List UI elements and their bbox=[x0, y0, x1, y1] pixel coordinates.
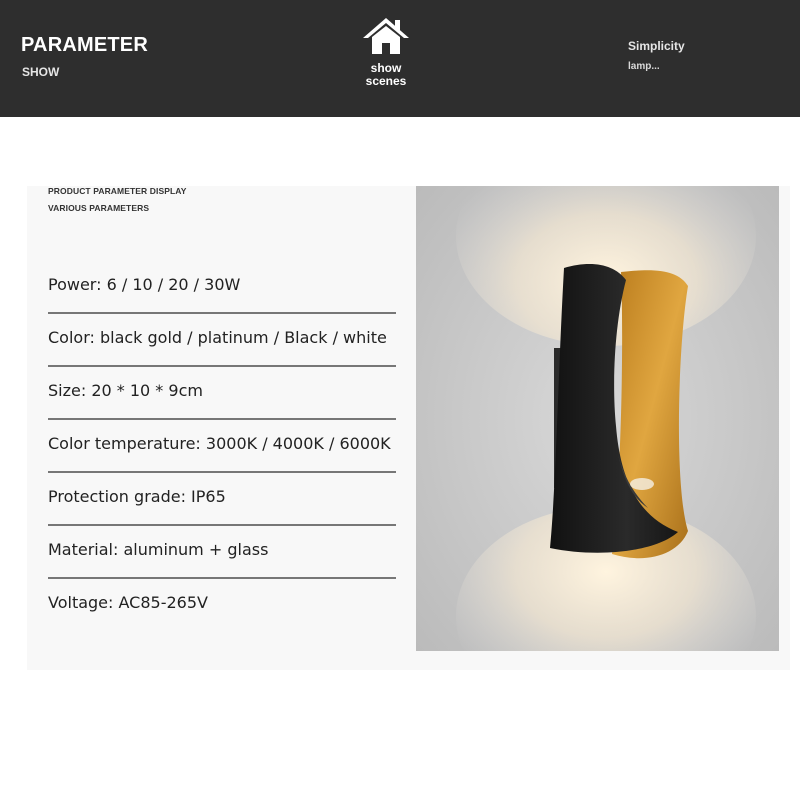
header-left-subtitle: SHOW bbox=[22, 65, 60, 79]
param-row bbox=[48, 367, 396, 420]
center-label-line1: show bbox=[370, 61, 402, 75]
show-scenes-label[interactable] bbox=[346, 62, 426, 88]
panel-heading: PRODUCT PARAMETER DISPLAY bbox=[48, 186, 187, 196]
header-right-subtitle: lamp... bbox=[628, 61, 660, 72]
center-label-line2: scenes bbox=[365, 74, 407, 88]
param-text: Voltage: AC85-265V bbox=[48, 593, 208, 612]
param-text: Protection grade: IP65 bbox=[48, 487, 226, 506]
header-bar bbox=[0, 0, 800, 117]
param-text: Power: 6 / 10 / 20 / 30W bbox=[48, 275, 241, 294]
param-row bbox=[48, 579, 396, 632]
parameter-list bbox=[48, 261, 396, 632]
param-text: Material: aluminum + glass bbox=[48, 540, 269, 559]
param-row bbox=[48, 314, 396, 367]
param-row bbox=[48, 526, 396, 579]
param-text: Color temperature: 3000K / 4000K / 6000K bbox=[48, 434, 391, 453]
param-row bbox=[48, 261, 396, 314]
header-right-title: Simplicity bbox=[628, 39, 685, 53]
header-left-title: PARAMETER bbox=[21, 34, 148, 56]
param-text: Size: 20 * 10 * 9cm bbox=[48, 381, 203, 400]
param-row bbox=[48, 420, 396, 473]
panel-subheading: VARIOUS PARAMETERS bbox=[48, 203, 150, 213]
param-row bbox=[48, 473, 396, 526]
param-text: Color: black gold / platinum / Black / white bbox=[48, 328, 387, 347]
lamp-photo bbox=[416, 186, 779, 651]
home-icon[interactable] bbox=[361, 16, 411, 56]
